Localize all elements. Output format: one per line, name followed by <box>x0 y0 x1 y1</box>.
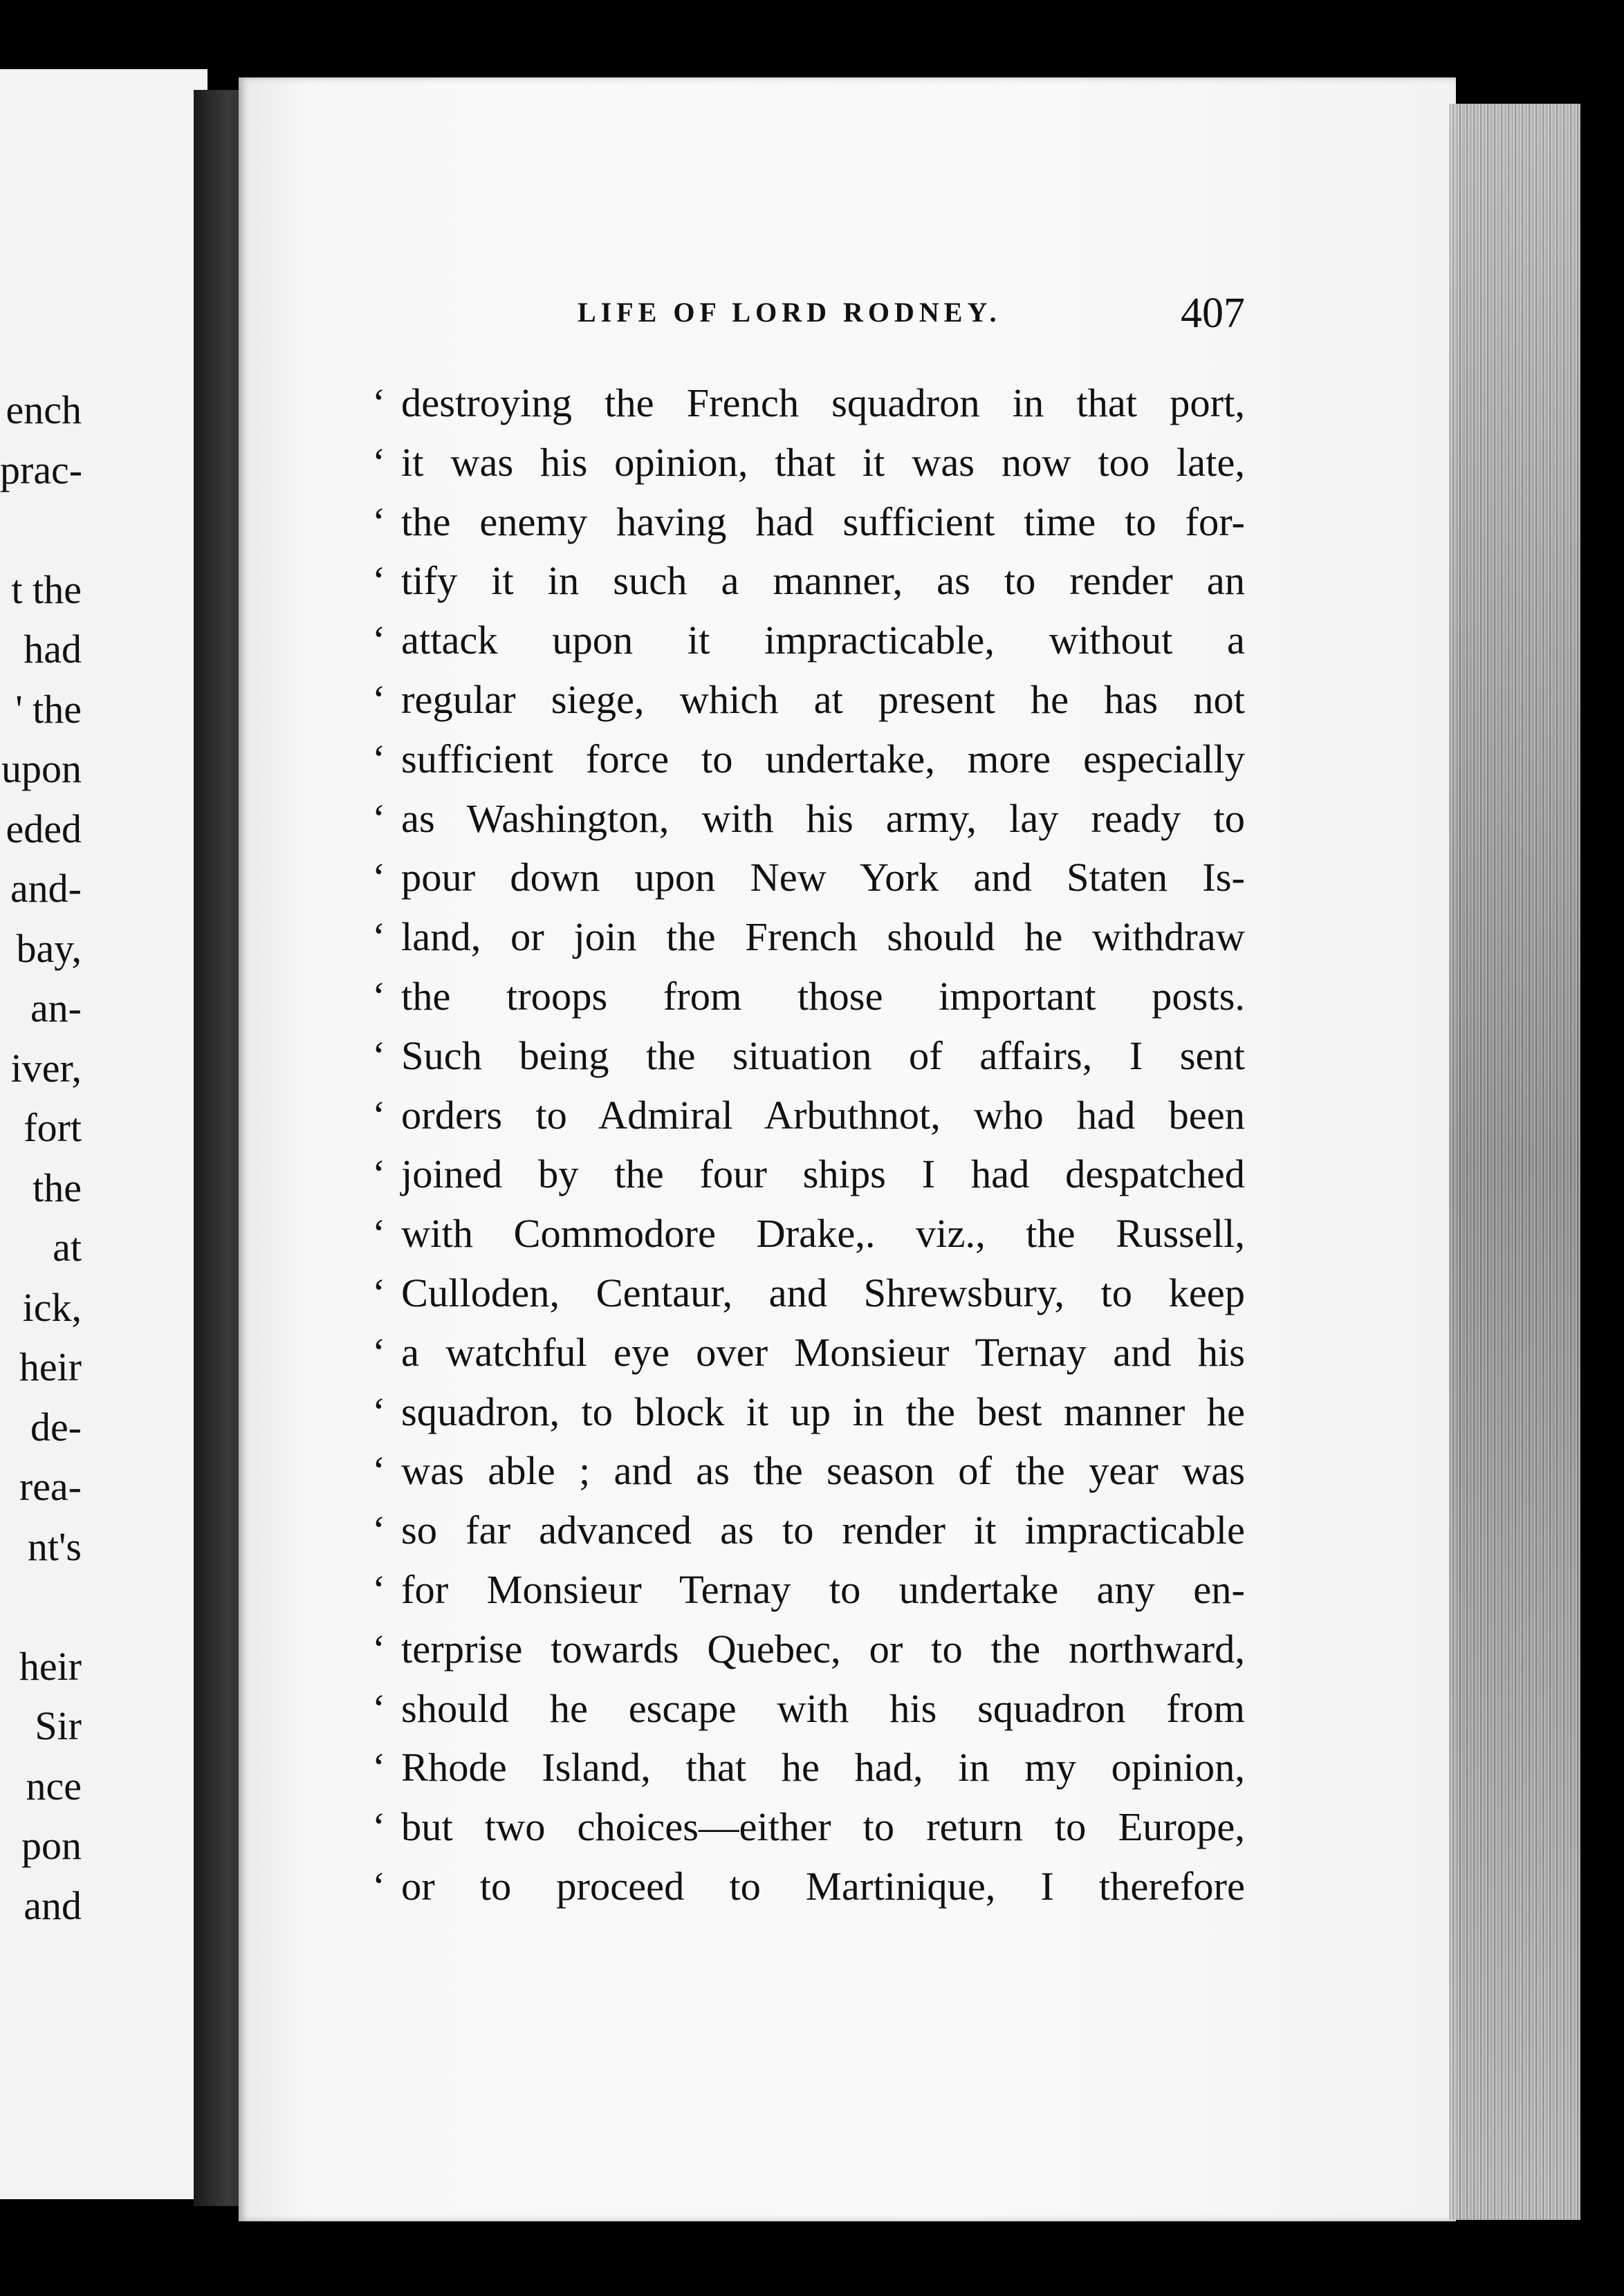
text-line <box>372 1204 1245 1263</box>
text-line <box>372 1857 1245 1916</box>
quote-mark: ‘ <box>372 1270 386 1315</box>
left-line: ick, <box>22 1284 82 1330</box>
body-text <box>372 373 1245 1916</box>
left-line: ' the <box>15 686 82 732</box>
line-text: or to proceed to Martinique, I therefore <box>401 1863 1245 1909</box>
left-line: pon <box>21 1823 82 1868</box>
quote-mark: ‘ <box>372 736 386 781</box>
quote-mark: ‘ <box>372 676 386 722</box>
text-line <box>372 373 1245 433</box>
text-line <box>372 1441 1245 1501</box>
text-line <box>372 1145 1245 1204</box>
left-line: de- <box>30 1404 82 1450</box>
line-text: regular siege, which at present he has not <box>401 676 1245 722</box>
line-text: attack upon it impracticable, without a <box>401 618 1245 663</box>
text-line <box>372 1263 1245 1323</box>
quote-mark: ‘ <box>372 1211 386 1257</box>
left-line: and <box>24 1882 82 1928</box>
line-text: squadron, to block it up in the best manner he <box>401 1389 1245 1434</box>
line-text: Culloden, Centaur, and Shrewsbury, to keep <box>401 1270 1245 1315</box>
quote-mark: ‘ <box>372 1389 386 1434</box>
left-line: prac- <box>0 447 83 492</box>
left-line: the <box>33 1165 82 1210</box>
quote-mark: ‘ <box>372 439 386 485</box>
quote-mark: ‘ <box>372 1092 386 1138</box>
text-line <box>372 1026 1245 1086</box>
text-line <box>372 730 1245 789</box>
left-line <box>0 500 82 560</box>
text-line <box>372 1382 1245 1442</box>
quote-mark: ‘ <box>372 1329 386 1375</box>
text-line <box>372 848 1245 907</box>
quote-mark: ‘ <box>372 1685 386 1731</box>
line-text: so far advanced as to render it impracticable <box>401 1508 1245 1553</box>
left-line: eded <box>6 806 82 851</box>
text-line <box>372 1738 1245 1797</box>
left-line: heir <box>19 1643 82 1689</box>
quote-mark: ‘ <box>372 1804 386 1850</box>
left-line: had <box>24 627 82 672</box>
left-line <box>0 1577 82 1637</box>
line-text: sufficient force to undertake, more especially <box>401 736 1245 781</box>
text-line <box>372 967 1245 1026</box>
quote-mark: ‘ <box>372 1448 386 1494</box>
line-text: the troops from those important posts. <box>401 973 1245 1019</box>
line-text: land, or join the French should he withdraw <box>401 914 1245 960</box>
left-line: ench <box>6 387 82 432</box>
left-facing-page <box>0 69 207 2199</box>
text-line <box>372 611 1245 670</box>
line-text: destroying the French squadron in that port, <box>401 380 1245 425</box>
left-line: fort <box>24 1105 82 1150</box>
left-line: nt's <box>27 1524 82 1569</box>
line-text: terprise towards Quebec, or to the northward, <box>401 1626 1245 1672</box>
quote-mark: ‘ <box>372 1566 386 1612</box>
text-line <box>372 1797 1245 1857</box>
left-page-line-fragments <box>0 380 82 1936</box>
left-line: t the <box>11 566 82 612</box>
quote-mark: ‘ <box>372 1508 386 1553</box>
quote-mark: ‘ <box>372 1626 386 1672</box>
left-line: at <box>53 1225 82 1270</box>
text-line <box>372 433 1245 492</box>
quote-mark: ‘ <box>372 380 386 425</box>
quote-mark: ‘ <box>372 1745 386 1790</box>
text-line <box>372 492 1245 552</box>
line-text: pour down upon New York and Staten Is- <box>401 855 1245 900</box>
quote-mark: ‘ <box>372 1151 386 1197</box>
line-text: it was his opinion, that it was now too late, <box>401 439 1245 485</box>
page-number: 407 <box>1181 290 1245 337</box>
text-line <box>372 907 1245 967</box>
line-text: Such being the situation of affairs, I sent <box>401 1033 1245 1078</box>
line-text: should he escape with his squadron from <box>401 1685 1245 1731</box>
quote-mark: ‘ <box>372 558 386 604</box>
quote-mark: ‘ <box>372 1863 386 1909</box>
running-head <box>377 289 1245 351</box>
line-text: joined by the four ships I had despatched <box>401 1151 1245 1197</box>
text-line <box>372 1620 1245 1679</box>
quote-mark: ‘ <box>372 618 386 663</box>
left-line: Sir <box>35 1703 82 1748</box>
left-line: an- <box>30 985 82 1030</box>
line-text: but two choices—either to return to Europe, <box>401 1804 1245 1850</box>
left-line: iver, <box>10 1045 82 1091</box>
left-line: heir <box>19 1344 82 1389</box>
line-text: orders to Admiral Arbuthnot, who had been <box>401 1092 1245 1138</box>
line-text: as Washington, with his army, lay ready to <box>401 795 1245 841</box>
quote-mark: ‘ <box>372 855 386 900</box>
text-line <box>372 1323 1245 1382</box>
left-line: and- <box>10 866 82 911</box>
line-text: Rhode Island, that he had, in my opinion, <box>401 1745 1245 1790</box>
text-line <box>372 670 1245 730</box>
line-text: was able ; and as the season of the year was <box>401 1448 1245 1494</box>
quote-mark: ‘ <box>372 1033 386 1078</box>
text-line <box>372 551 1245 611</box>
line-text: for Monsieur Ternay to undertake any en- <box>401 1566 1245 1612</box>
text-line <box>372 1679 1245 1739</box>
page-edge-shading <box>1449 104 1580 2220</box>
left-line: upon <box>1 746 82 791</box>
text-line <box>372 1501 1245 1560</box>
quote-mark: ‘ <box>372 973 386 1019</box>
quote-mark: ‘ <box>372 499 386 544</box>
quote-mark: ‘ <box>372 795 386 841</box>
line-text: with Commodore Drake,. viz., the Russell, <box>401 1211 1245 1257</box>
quote-mark: ‘ <box>372 914 386 960</box>
text-line <box>372 1560 1245 1620</box>
left-line: nce <box>26 1763 82 1808</box>
line-text: tify it in such a manner, as to render an <box>401 558 1245 604</box>
left-line: bay, <box>16 925 82 971</box>
left-line: rea- <box>19 1464 82 1509</box>
running-title: LIFE OF LORD RODNEY. <box>578 297 1002 328</box>
line-text: the enemy having had sufficient time to for- <box>401 499 1245 544</box>
text-line <box>372 1086 1245 1145</box>
line-text: a watchful eye over Monsieur Ternay and his <box>401 1329 1245 1375</box>
text-line <box>372 789 1245 849</box>
